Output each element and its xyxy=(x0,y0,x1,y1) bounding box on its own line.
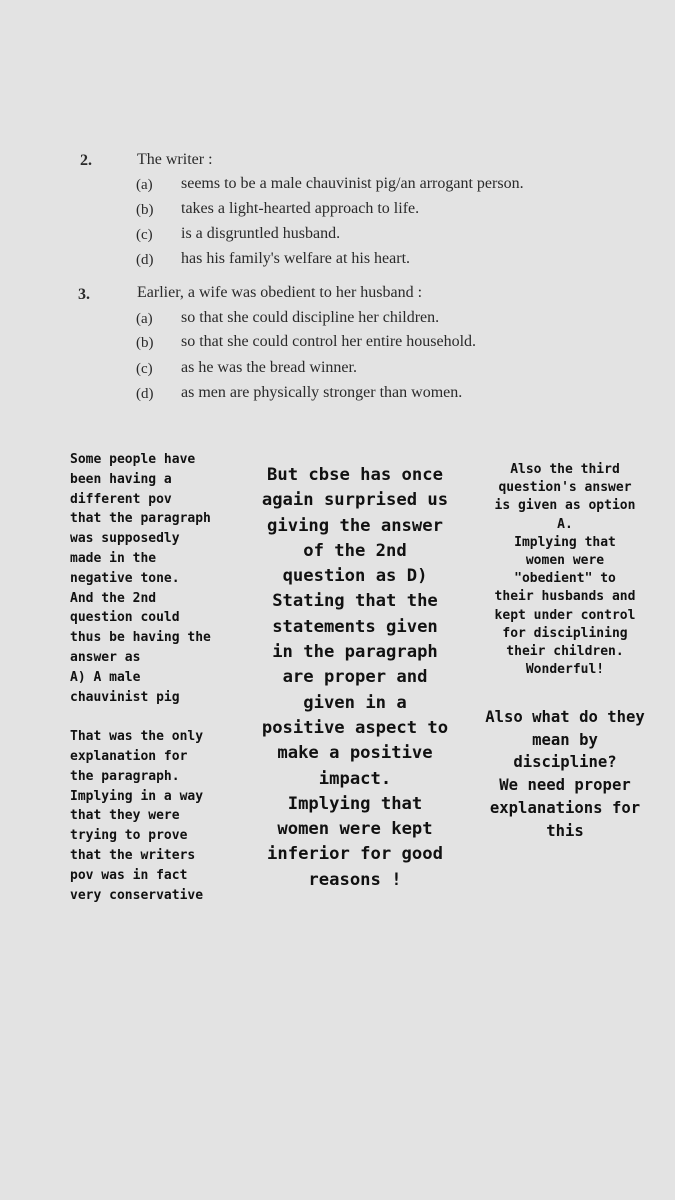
question-3-stem: Earlier, a wife was obedient to her husband : xyxy=(137,284,423,301)
question-2-stem: The writer : xyxy=(137,151,213,168)
question-3-option-a-letter: (a) xyxy=(136,311,153,327)
question-2-option-b-letter: (b) xyxy=(136,202,154,218)
question-2-number: 2. xyxy=(80,152,92,169)
question-3-number: 3. xyxy=(78,286,90,303)
question-2-option-d-text: has his family's welfare at his heart. xyxy=(181,250,411,267)
question-2-option-d-letter: (d) xyxy=(136,252,154,268)
question-2-option-c-text: is a disgruntled husband. xyxy=(181,225,341,242)
question-3-option-c-text: as he was the bread winner. xyxy=(181,359,357,376)
question-3-option-b-text: so that she could control her entire household. xyxy=(181,333,477,350)
note-right-column-top: Also the third question's answer is given as option A. Implying that women were "obedient" to their husbands and kept under control for disciplining their children. Wonderful! xyxy=(494,462,636,678)
question-3-option-d-letter: (d) xyxy=(136,386,154,402)
note-left-column: Some people have been having a different pov that the paragraph was supposedly made in the negative tone. And the 2nd question could thus be having the answer as A) A male chauvinist pig That was the only explanation for the paragraph. Implying in a way that they were trying to prove that the writers pov was in fact very conservative xyxy=(70,452,211,903)
question-3-option-a-text: so that she could discipline her children. xyxy=(181,309,440,326)
question-2-option-c-letter: (c) xyxy=(136,227,153,243)
note-right-column-bottom: Also what do they mean by discipline? We need proper explanations for this xyxy=(485,708,645,840)
note-middle-column: But cbse has once again surprised us giving the answer of the 2nd question as D) Stating that the statements given in the paragraph are proper and given in a positive aspect to make a positive impact. Implying that women were kept inferior for good reasons ! xyxy=(261,465,449,890)
question-3-option-b-letter: (b) xyxy=(136,335,154,351)
question-2-option-a-letter: (a) xyxy=(136,177,153,193)
question-2-option-b-text: takes a light-hearted approach to life. xyxy=(181,200,420,217)
question-3-option-c-letter: (c) xyxy=(136,361,153,377)
question-2-option-a-text: seems to be a male chauvinist pig/an arrogant person. xyxy=(181,175,524,192)
question-3-option-d-text: as men are physically stronger than women. xyxy=(181,384,463,401)
